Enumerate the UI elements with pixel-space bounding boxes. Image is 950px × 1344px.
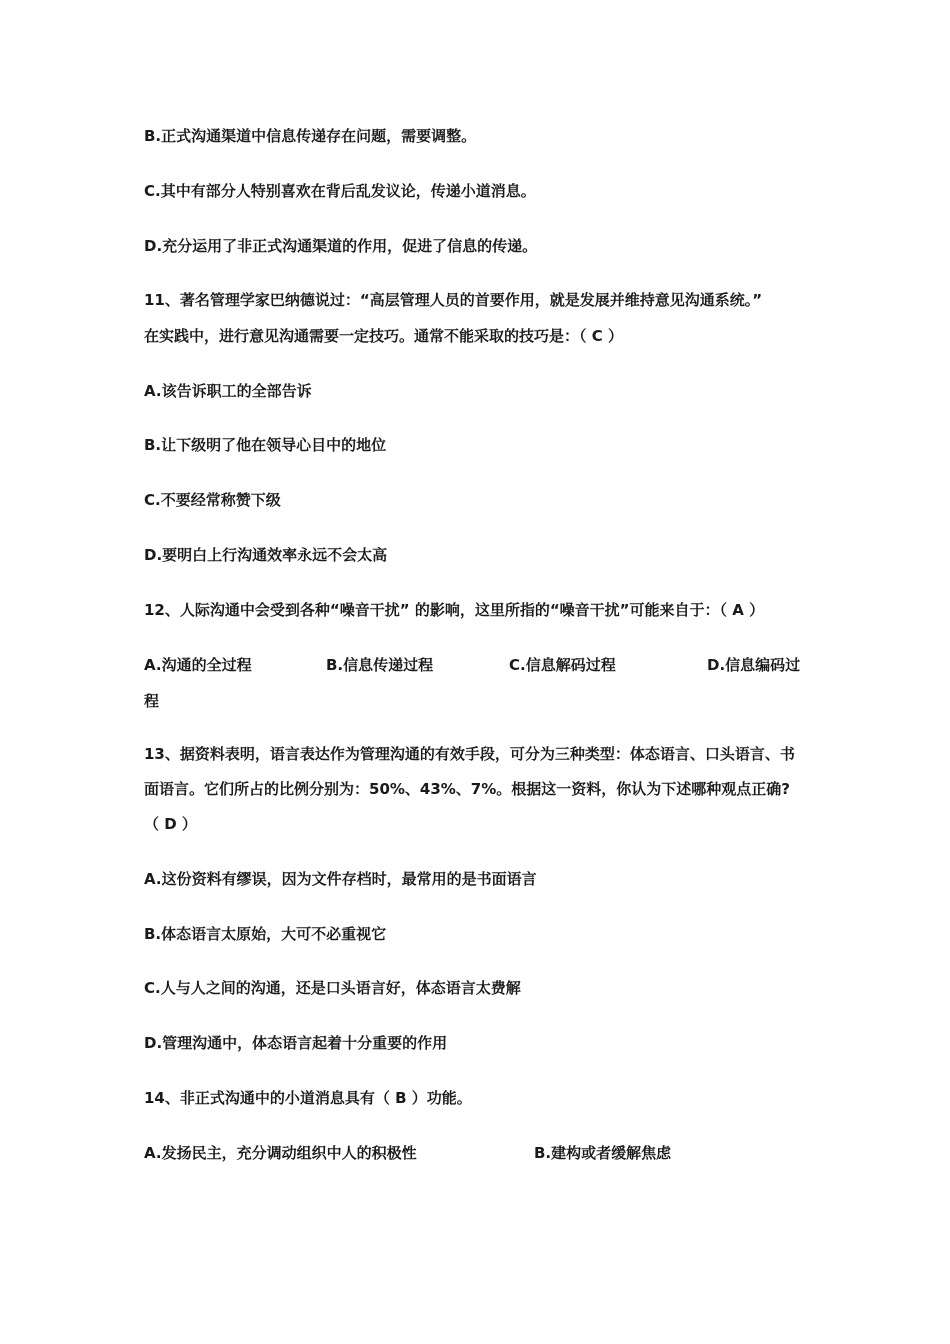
option-b-q13: B.体态语言太原始，大可不必重视它: [144, 925, 387, 943]
question-13-answer: （ D ）: [144, 815, 197, 833]
question-13-line-2: 面语言。它们所占的比例分别为：50%、43%、7%。根据这一资料，你认为下述哪种观点正确?: [144, 780, 790, 798]
option-a-q13: A.这份资料有缪误，因为文件存档时，最常用的是书面语言: [144, 870, 537, 888]
option-b-q10: B.正式沟通渠道中信息传递存在问题，需要调整。: [144, 127, 477, 145]
question-13-line-1: 13、据资料表明，语言表达作为管理沟通的有效手段，可分为三种类型：体态语言、口头语言、书: [144, 745, 795, 763]
option-b-q14: B.建构或者缓解焦虑: [534, 1144, 672, 1162]
question-11-line-2: 在实践中，进行意见沟通需要一定技巧。通常不能采取的技巧是：（ C ）: [144, 327, 623, 345]
option-b-q12: B.信息传递过程: [326, 656, 434, 674]
options-row-q12: [144, 654, 824, 676]
option-c-q10: C.其中有部分人特别喜欢在背后乱发议论，传递小道消息。: [144, 182, 536, 200]
option-b-q11: B.让下级明了他在领导心目中的地位: [144, 436, 387, 454]
option-a-q12: A.沟通的全过程: [144, 656, 252, 674]
option-d-q10: D.充分运用了非正式沟通渠道的作用，促进了信息的传递。: [144, 237, 538, 255]
question-11-line-1: 11、著名管理学家巴纳德说过：“高层管理人员的首要作用，就是发展并维持意见沟通系统。”: [144, 291, 763, 309]
option-c-q11: C.不要经常称赞下级: [144, 491, 281, 509]
option-d-q12-continued: 程: [144, 692, 160, 710]
option-d-q13: D.管理沟通中，体态语言起着十分重要的作用: [144, 1034, 448, 1052]
option-d-q12: D.信息编码过: [707, 656, 801, 674]
option-a-q11: A.该告诉职工的全部告诉: [144, 382, 312, 400]
option-c-q12: C.信息解码过程: [509, 656, 616, 674]
options-row-q14: [144, 1142, 824, 1164]
question-12: 12、人际沟通中会受到各种“噪音干扰” 的影响，这里所指的“噪音干扰”可能来自于：（ A ）: [144, 601, 765, 619]
option-d-q11: D.要明白上行沟通效率永远不会太高: [144, 546, 388, 564]
option-c-q13: C.人与人之间的沟通，还是口头语言好，体态语言太费解: [144, 979, 521, 997]
option-a-q14: A.发扬民主，充分调动组织中人的积极性: [144, 1144, 417, 1162]
question-14: 14、非正式沟通中的小道消息具有（ B ）功能。: [144, 1089, 472, 1107]
